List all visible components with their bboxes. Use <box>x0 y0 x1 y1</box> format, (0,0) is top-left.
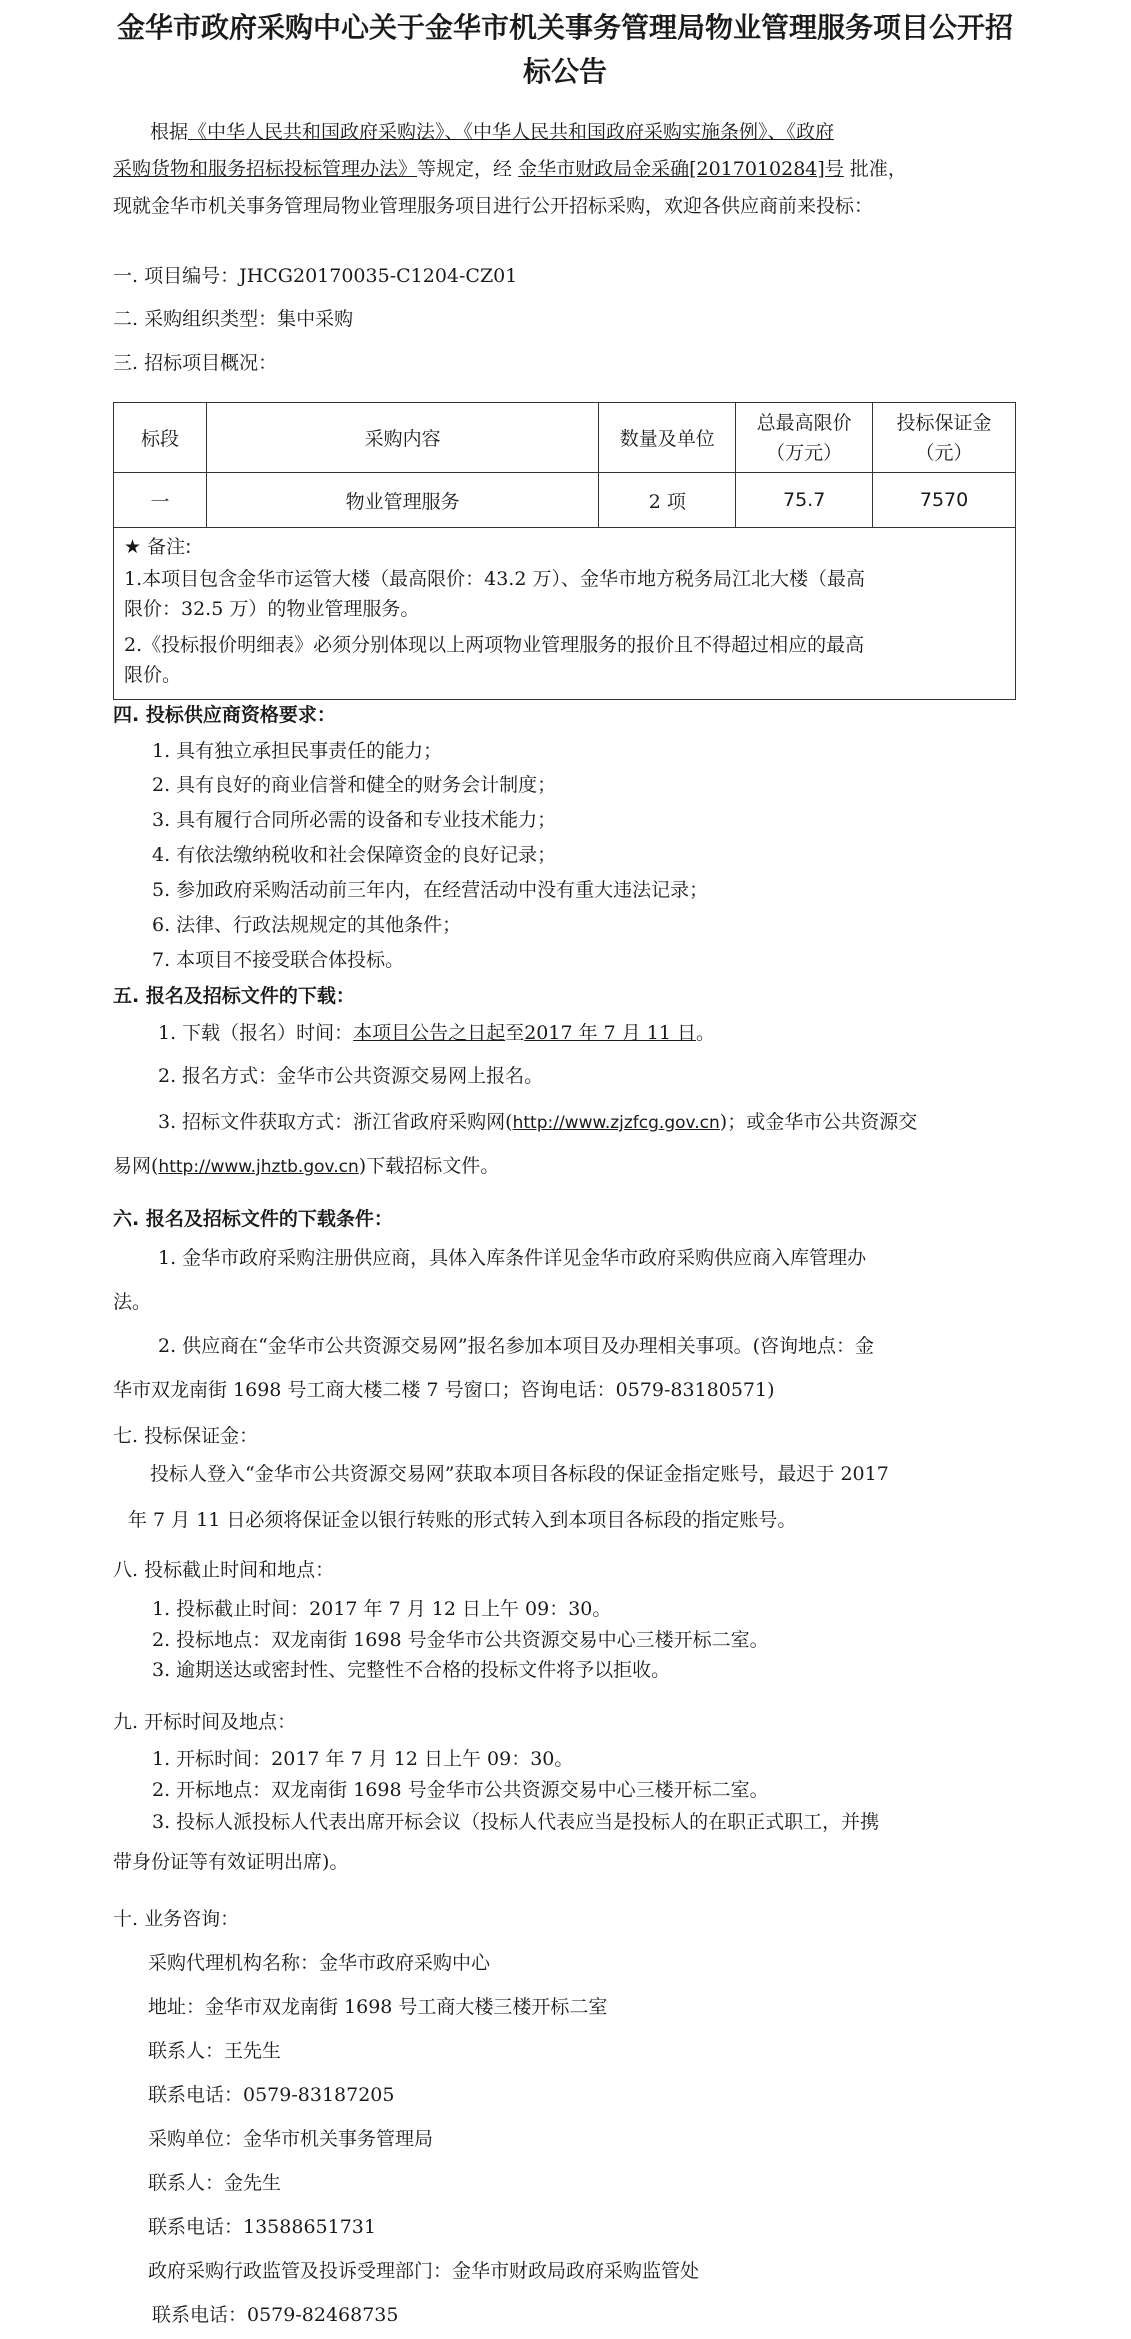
list-item: 3. 投标人派投标人代表出席开标会议（投标人代表应当是投标人的在职正式职工，并携 <box>152 1811 880 1833</box>
law-reference: 采购货物和服务招标投标管理办法》 <box>113 158 418 180</box>
list-item: 2. 具有良好的商业信誉和健全的财务会计制度； <box>152 774 557 796</box>
list-item: 1. 投标截止时间：2017 年 7 月 12 日上午 09：30。 <box>152 1598 612 1620</box>
header-max-price-unit: （万元） <box>766 441 843 464</box>
header-deposit-label: 投标保证金 <box>896 411 992 434</box>
list-item: 6. 法律、行政法规规定的其他条件； <box>152 914 462 936</box>
remarks-box <box>113 527 1016 700</box>
label: 3. 招标文件获取方式：浙江省政府采购网( <box>158 1111 513 1133</box>
list-item: 5. 参加政府采购活动前三年内，在经营活动中没有重大违法记录； <box>152 879 709 901</box>
list-item: 1. 具有独立承担民事责任的能力； <box>152 740 443 762</box>
label: 1. 下载（报名）时间： <box>158 1022 354 1044</box>
download-time <box>158 1019 715 1048</box>
purchaser-phone: 联系电话：13588651731 <box>148 2216 376 2238</box>
start-date: 本项目公告之日起 <box>353 1022 506 1044</box>
deposit-line-1: 投标人登入“金华市公共资源交易网”获取本项目各标段的保证金指定账号，最迟于 2017 <box>150 1463 889 1485</box>
list-item: 2. 开标地点：双龙南街 1698 号金华市公共资源交易中心三楼开标二室。 <box>152 1779 769 1801</box>
registration-method: 2. 报名方式：金华市公共资源交易网上报名。 <box>158 1065 544 1087</box>
label: 至 <box>505 1022 525 1044</box>
zjzfcg-link[interactable]: http://www.zjzfcg.gov.cn <box>512 1113 720 1133</box>
table-row <box>114 473 1016 528</box>
header-lot: 标段 <box>114 403 207 473</box>
header-max-price-label: 总最高限价 <box>756 411 852 434</box>
agency-address: 地址：金华市双龙南街 1698 号工商大楼三楼开标二室 <box>148 1996 608 2018</box>
list-item-continuation: 带身份证等有效证明出席)。 <box>113 1851 349 1873</box>
intro-line-3: 现就金华市机关事务管理局物业管理服务项目进行公开招标采购，欢迎各供应商前来投标： <box>113 195 874 217</box>
cell-quantity: 2 项 <box>599 473 736 528</box>
condition-1-line-1: 1. 金华市政府采购注册供应商，具体入库条件详见金华市政府采购供应商入库管理办 <box>158 1247 867 1269</box>
section-3-heading: 三. 招标项目概况： <box>113 352 278 374</box>
cell-max-price: 75.7 <box>736 473 873 528</box>
intro-text: 根据 <box>150 121 189 143</box>
remarks-line-2: 限价：32.5 万）的物业管理服务。 <box>124 598 420 620</box>
header-quantity: 数量及单位 <box>599 403 736 473</box>
section-6-heading: 六. 报名及招标文件的下载条件： <box>113 1208 393 1230</box>
law-reference: 《中华人民共和国政府采购法》、《中华人民共和国政府采购实施条例》、《政府 <box>188 121 835 143</box>
bid-summary-table <box>113 402 1016 528</box>
label: 易网( <box>113 1155 159 1177</box>
label: 。 <box>696 1022 716 1044</box>
list-item: 7. 本项目不接受联合体投标。 <box>152 949 405 971</box>
agency-name: 采购代理机构名称：金华市政府采购中心 <box>148 1952 491 1974</box>
label: )下载招标文件。 <box>358 1155 500 1177</box>
intro-line-2 <box>113 155 907 184</box>
end-date: 2017 年 7 月 11 日 <box>524 1022 697 1044</box>
notice-title <box>60 6 1070 94</box>
section-4-heading: 四. 投标供应商资格要求： <box>113 704 336 726</box>
deposit-line-2: 年 7 月 11 日必须将保证金以银行转账的形式转入到本项目各标段的指定账号。 <box>128 1509 797 1531</box>
cell-deposit: 7570 <box>873 473 1016 528</box>
section-1-project-number: 一. 项目编号：JHCG20170035-C1204-CZ01 <box>113 265 518 287</box>
condition-1-line-2: 法。 <box>113 1291 152 1313</box>
list-item: 4. 有依法缴纳税收和社会保障资金的良好记录； <box>152 844 557 866</box>
intro-line-1 <box>150 118 834 147</box>
section-9-heading: 九. 开标时间及地点： <box>113 1711 297 1733</box>
section-8-heading: 八. 投标截止时间和地点： <box>113 1559 335 1581</box>
approval-reference: 金华市财政局金采确[2017010284]号 <box>518 158 844 180</box>
remarks-line-4: 限价。 <box>124 664 182 686</box>
list-item: 2. 投标地点：双龙南街 1698 号金华市公共资源交易中心三楼开标二室。 <box>152 1629 769 1651</box>
title-line-2: 标公告 <box>522 55 607 88</box>
header-content: 采购内容 <box>206 403 598 473</box>
purchaser-name: 采购单位：金华市机关事务管理局 <box>148 2128 434 2150</box>
label: )；或金华市公共资源交 <box>719 1111 918 1133</box>
list-item: 3. 逾期送达或密封性、完整性不合格的投标文件将予以拒收。 <box>152 1659 671 1681</box>
cell-content: 物业管理服务 <box>206 473 598 528</box>
agency-contact: 联系人：王先生 <box>148 2040 282 2062</box>
condition-2-line-1: 2. 供应商在“金华市公共资源交易网”报名参加本项目及办理相关事项。(咨询地点：金 <box>158 1335 875 1357</box>
section-5-heading: 五. 报名及招标文件的下载： <box>113 985 355 1007</box>
table-header-row <box>114 403 1016 473</box>
section-10-heading: 十. 业务咨询： <box>113 1908 240 1930</box>
list-item: 3. 具有履行合同所必需的设备和专业技术能力； <box>152 809 557 831</box>
section-2-org-type: 二. 采购组织类型：集中采购 <box>113 308 354 330</box>
header-max-price <box>736 403 873 473</box>
cell-lot: 一 <box>114 473 207 528</box>
supervisor-phone: 联系电话：0579-82468735 <box>152 2304 399 2326</box>
header-deposit-unit: （元） <box>915 441 973 464</box>
header-deposit <box>873 403 1016 473</box>
intro-text: 等规定，经 <box>417 158 513 180</box>
document-source-line-2 <box>113 1152 499 1182</box>
jhztb-link[interactable]: http://www.jhztb.gov.cn <box>158 1157 359 1177</box>
document-source-line-1 <box>158 1108 917 1138</box>
remarks-heading: ★ 备注: <box>124 536 192 558</box>
section-7-heading: 七. 投标保证金： <box>113 1425 259 1447</box>
remarks-line-1: 1.本项目包含金华市运管大楼（最高限价：43.2 万）、金华市地方税务局江北大楼（最高 <box>124 568 865 590</box>
list-item: 1. 开标时间：2017 年 7 月 12 日上午 09：30。 <box>152 1748 574 1770</box>
condition-2-line-2: 华市双龙南街 1698 号工商大楼二楼 7 号窗口；咨询电话：0579-83180571) <box>113 1379 775 1401</box>
remarks-line-3: 2.《投标报价明细表》必须分别体现以上两项物业管理服务的报价且不得超过相应的最高 <box>124 634 865 656</box>
agency-phone: 联系电话：0579-83187205 <box>148 2084 395 2106</box>
title-line-1: 金华市政府采购中心关于金华市机关事务管理局物业管理服务项目公开招 <box>116 11 1013 44</box>
purchaser-contact: 联系人：金先生 <box>148 2172 282 2194</box>
supervisor-name: 政府采购行政监管及投诉受理部门：金华市财政局政府采购监管处 <box>148 2260 700 2282</box>
intro-text: 批准， <box>849 158 907 180</box>
